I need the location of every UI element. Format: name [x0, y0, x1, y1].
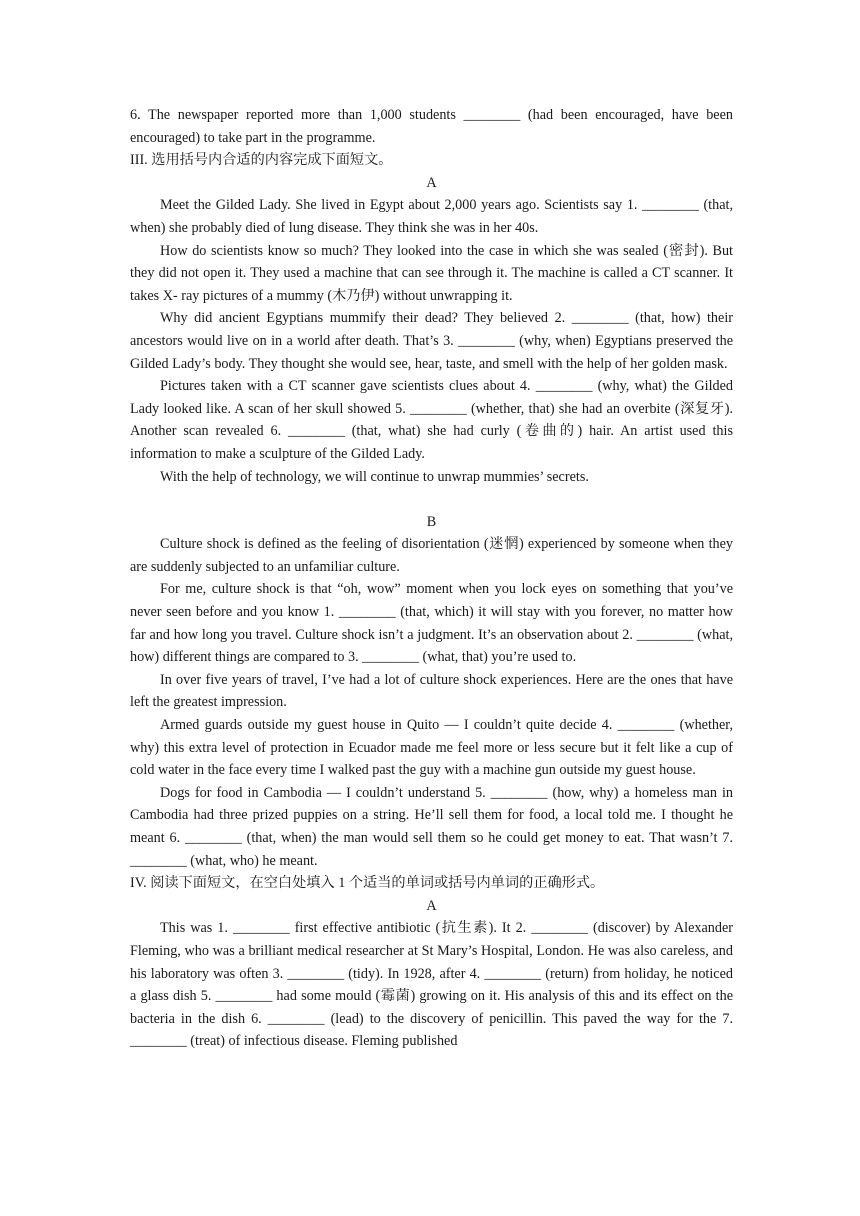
passage-a-paragraph-4: Pictures taken with a CT scanner gave scientists clues about 4. ________ (why, what) the Gilded Lady looked like. A scan of her skull showed 5. ________ (whether, that) she had an overbite (深复牙). Another scan revealed 6. ________ (that, what) she had curly (卷曲的) hair. An artist used this information to make a sculpture of the Gilded Lady. — [130, 378, 733, 462]
passage-b-paragraph-1: Culture shock is defined as the feeling of disorientation (迷惘) experienced by someone when they are suddenly subjected to an unfamiliar culture. — [130, 536, 733, 575]
document-body — [130, 104, 733, 1053]
passage-b-paragraph-3: In over five years of travel, I’ve had a lot of culture shock experiences. Here are the ones that have left the greatest impression. — [130, 671, 733, 711]
passage-a-heading: A — [426, 174, 437, 191]
section-iv-heading: IV. 阅读下面短文，在空白处填入 1 个适当的单词或括号内单词的正确形式。 — [130, 875, 605, 892]
passage-b-paragraph-5: Dogs for food in Cambodia — I couldn’t understand 5. ________ (how, why) a homeless man in Cambodia had three prized puppies on a string. He’ll sell them for food, a local told me. I thought he meant 6. ________ (that, when) the man would sell them so he could get money to eat. That wasn’t 7. ________ (what, who) he meant. — [130, 784, 733, 869]
passage-a-paragraph-1: Meet the Gilded Lady. She lived in Egypt about 2,000 years ago. Scientists say 1. ________ (that, when) she probably died of lung disease. They think she was in her 40s. — [130, 197, 733, 236]
passage-a-paragraph-2: How do scientists know so much? They looked into the case in which she was sealed (密封). But they did not open it. They used a machine that can see through it. The machine is called a CT scanner. It takes X- ray pictures of a mummy (木乃伊) without unwrapping it. — [130, 242, 733, 304]
question-6-paragraph: 6. The newspaper reported more than 1,000 students ________ (had been encouraged, have been encouraged) to take part in the programme. — [130, 107, 733, 146]
passage-a-paragraph-5: With the help of technology, we will continue to unwrap mummies’ secrets. — [160, 468, 589, 485]
passage-b-heading: B — [426, 513, 437, 530]
passage-b-paragraph-2: For me, culture shock is that “oh, wow” moment when you lock eyes on something that you’ve never seen before and you know 1. ________ (that, which) it will stay with you forever, no matter how far and how long you travel. Culture shock isn’t a judgment. It’s an observation about 2. ________ (what, how) different things are compared to 3. ________ (what, that) you’re used to. — [130, 581, 733, 666]
passage-a-paragraph-3: Why did ancient Egyptians mummify their dead? They believed 2. ________ (that, how) their ancestors would live on in a world after death. That’s 3. ________ (why, when) Egyptians preserved the Gilded Lady’s body. They thought she would see, hear, taste, and smell with the help of her golden mask. — [130, 310, 733, 372]
section-iv-passage-a-paragraph: This was 1. ________ first effective antibiotic (抗生素). It 2. ________ (discover) by Alexander Fleming, who was a brilliant medical researcher at St Mary’s Hospital, London. He was also careless, and his laboratory was often 3. ________ (tidy). In 1928, after 4. ________ (return) from holiday, he noticed a glass dish 5. ________ had some mould (霉菌) growing on it. His analysis of this and its effect on the bacteria in the dish 6. ________ (lead) to the discovery of penicillin. This paved the way for the 7. ________ (treat) of infectious disease. Fleming published — [130, 920, 733, 1050]
section-iii-heading: III. 选用括号内合适的内容完成下面短文。 — [130, 152, 393, 169]
paragraph-spacer — [130, 488, 733, 511]
passage-b-paragraph-4: Armed guards outside my guest house in Quito — I couldn’t quite decide 4. ________ (whether, why) this extra level of protection in Ecuador made me feel more or less secure but it felt like a cup of cold water in the face every time I walked past the guy with a machine gun outside my guest house. — [130, 717, 733, 779]
section-iv-passage-a-heading: A — [426, 897, 437, 914]
